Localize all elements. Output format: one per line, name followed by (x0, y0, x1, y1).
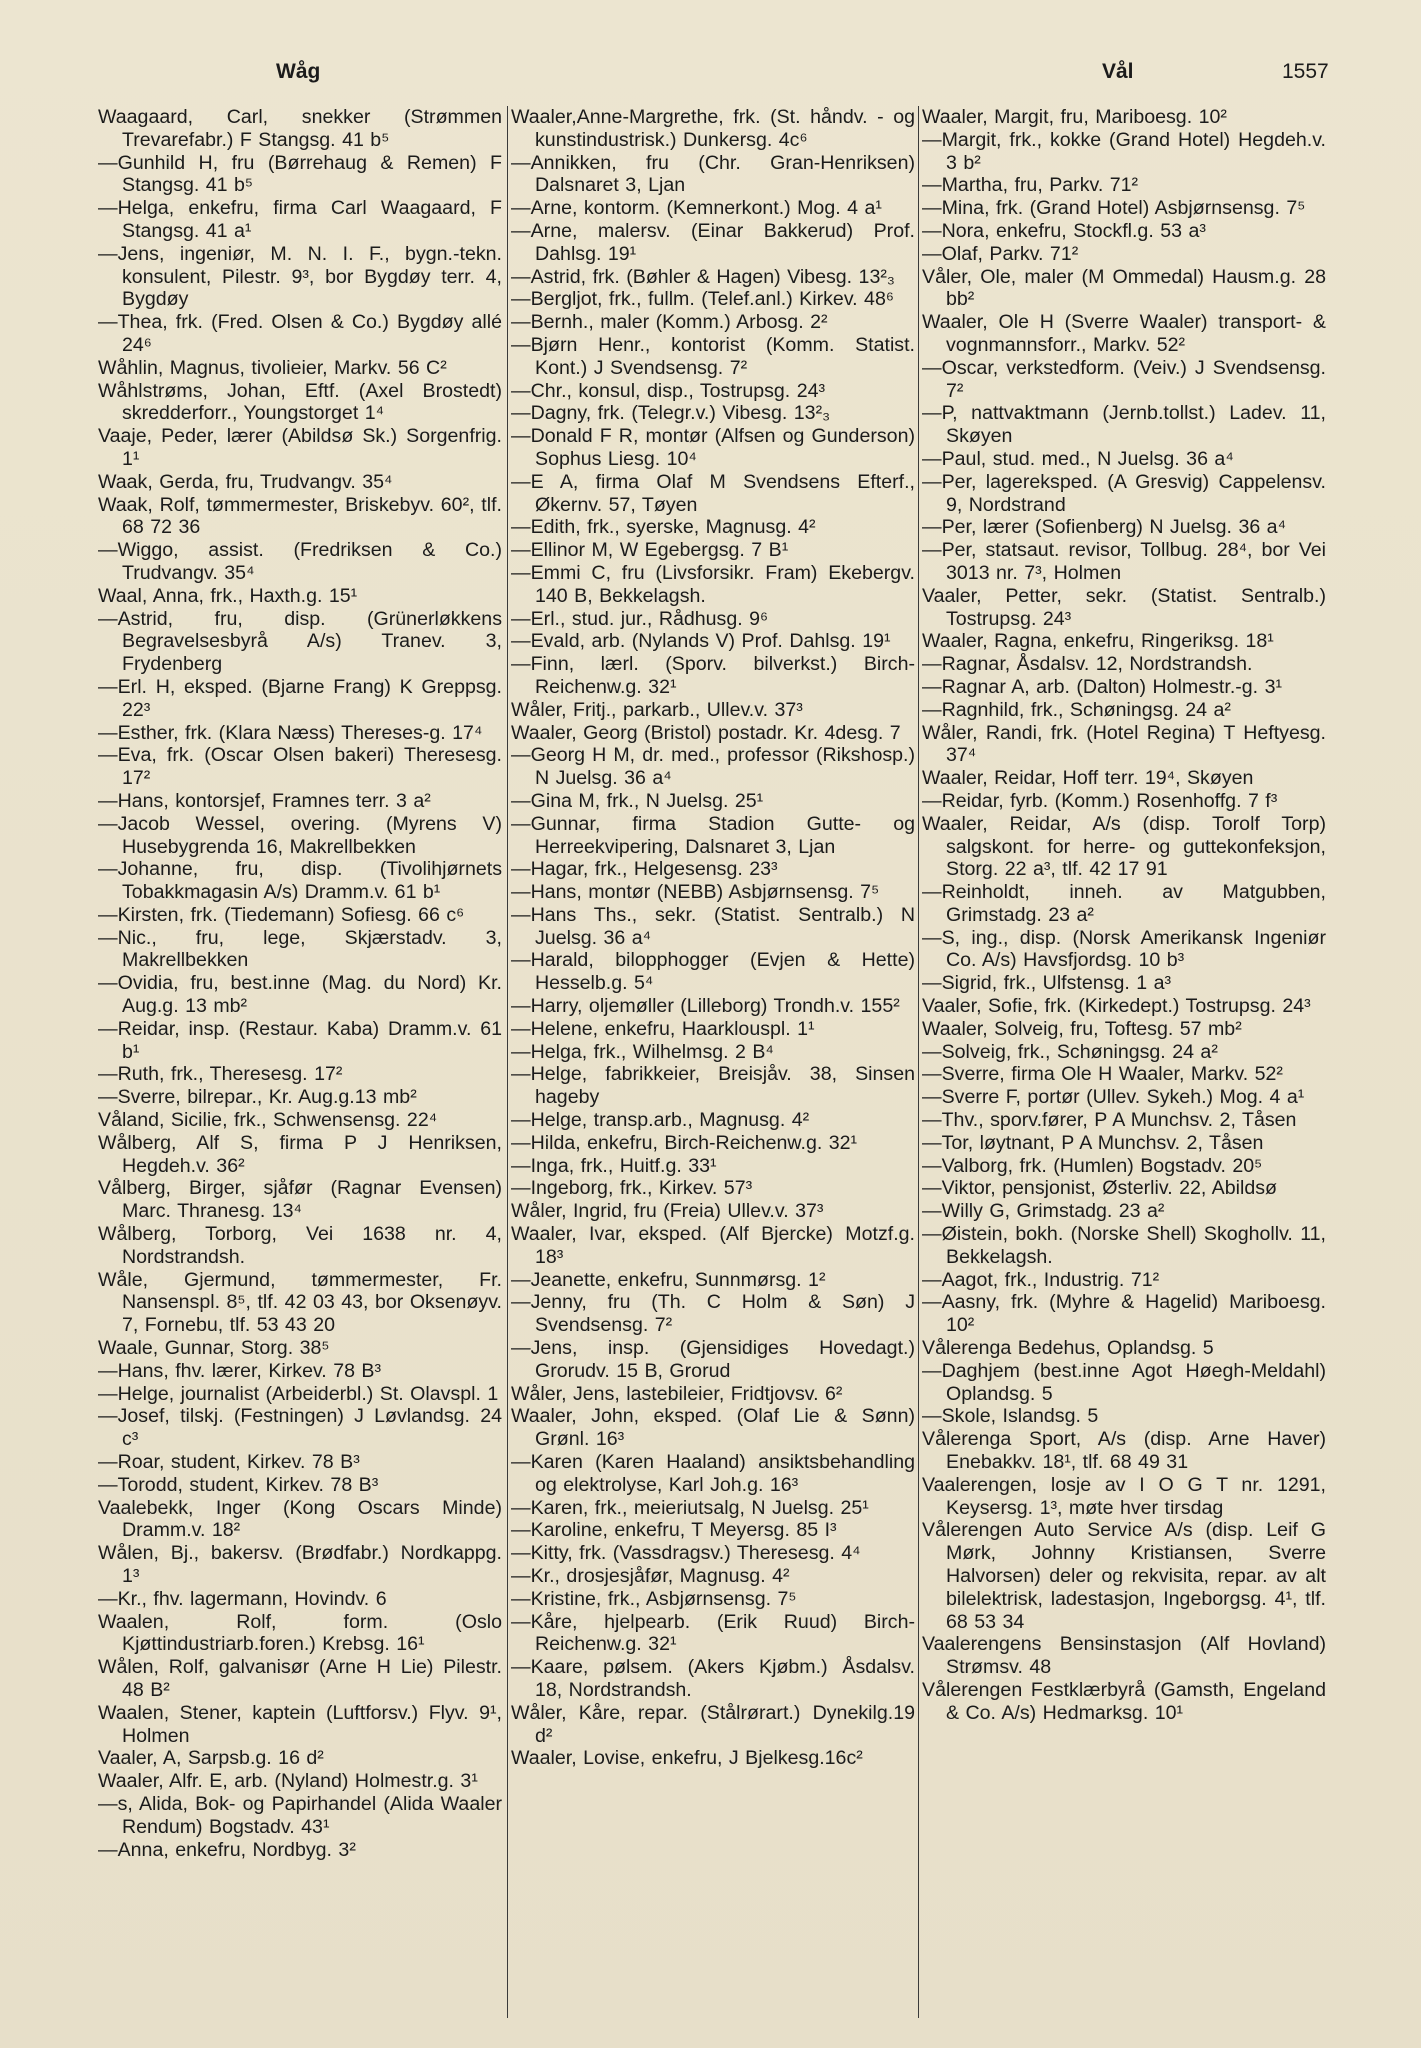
directory-entry: Wåhlstrøms, Johan, Eftf. (Axel Brostedt) skredderforr., Youngstorget 1⁴ (98, 379, 502, 425)
directory-entry: Waalen, Rolf, form. (Oslo Kjøttindustriarb.foren.) Krebsg. 16¹ (98, 1610, 502, 1656)
directory-entry: Waak, Gerda, fru, Trudvangv. 35⁴ (98, 470, 393, 493)
directory-entry: Vaaler, Sofie, frk. (Kirkedept.) Tostrupsg. 24³ (922, 995, 1311, 1018)
directory-entry: —Karen (Karen Haaland) ansiktsbehandling og elektrolyse, Karl Joh.g. 16³ (511, 1451, 915, 1496)
directory-entry: —Jacob Wessel, overing. (Myrens V) Husebygrenda 16, Makrellbekken (98, 812, 502, 858)
directory-entry: —Thea, frk. (Fred. Olsen & Co.) Bygdøy allé 24⁶ (98, 311, 502, 356)
directory-entry: —Annikken, fru (Chr. Gran-Henriksen) Dalsnaret 3, Ljan (511, 151, 915, 197)
directory-entry: —Jeanette, enkefru, Sunnmørsg. 1² (511, 1268, 826, 1291)
directory-entry: Wålberg, Alf S, firma P J Henriksen, Hegdeh.v. 36² (98, 1131, 502, 1177)
directory-entry: Waaler, Ragna, enkefru, Ringeriksg. 18¹ (922, 630, 1274, 653)
directory-entry: —Sverre, firma Ole H Waaler, Markv. 52² (922, 1063, 1283, 1086)
directory-entry: Waaler, Reidar, A/s (disp. Torolf Torp) salgskont. for herre- og guttekonfeksjon, Storg. 22 a³, tlf. 42 17 91 (922, 812, 1326, 881)
directory-entry: Våland, Sicilie, frk., Schwensensg. 22⁴ (98, 1109, 438, 1132)
page-number: 1557 (1282, 60, 1329, 83)
directory-entry: Wålberg, Torborg, Vei 1638 nr. 4, Nordstrandsh. (98, 1223, 502, 1268)
directory-entry: —Solveig, frk., Schøningsg. 24 a² (922, 1040, 1218, 1063)
directory-entry: —Edith, frk., syerske, Magnusg. 4² (511, 516, 816, 539)
directory-entry: —P, nattvaktmann (Jernb.tollst.) Ladev. 11, Skøyen (922, 402, 1326, 448)
directory-entry: —Sverre F, portør (Ullev. Sykeh.) Mog. 4 a¹ (922, 1086, 1305, 1109)
directory-entry: —Emmi C, fru (Livsforsikr. Fram) Ekebergv. 140 B, Bekkelagsh. (511, 561, 915, 607)
directory-entry: —Ragnhild, frk., Schøningsg. 24 a² (922, 698, 1231, 721)
directory-entry: Vaalerengens Bensinstasjon (Alf Hovland) Strømsv. 48 (922, 1633, 1326, 1679)
directory-entry: —Ragnar, Åsdalsv. 12, Nordstrandsh. (922, 653, 1253, 676)
directory-entry: —Evald, arb. (Nylands V) Prof. Dahlsg. 19¹ (511, 630, 891, 653)
directory-entry: —Jens, insp. (Gjensidiges Hovedagt.) Grorudv. 15 B, Grorud (511, 1337, 915, 1382)
directory-entry: —Hans, fhv. lærer, Kirkev. 78 B³ (98, 1359, 382, 1382)
directory-entry: —Nora, enkefru, Stockfl.g. 53 a³ (922, 219, 1206, 242)
directory-entry: Waaler,Anne-Margrethe, frk. (St. håndv. - og kunstindustrisk.) Dunkersg. 4c⁶ (511, 106, 915, 151)
directory-entry: Waaler, Alfr. E, arb. (Nyland) Holmestr.g. 3¹ (98, 1770, 478, 1793)
directory-entry: —Bernh., maler (Komm.) Arbosg. 2² (511, 311, 828, 334)
directory-entry: —Torodd, student, Kirkev. 78 B³ (98, 1473, 379, 1496)
directory-entry: Vaaje, Peder, lærer (Abildsø Sk.) Sorgenfrig. 1¹ (98, 425, 502, 470)
directory-entry: —Karoline, enkefru, T Meyersg. 85 I³ (511, 1519, 837, 1542)
directory-entry: —Hilda, enkefru, Birch-Reichenw.g. 32¹ (511, 1131, 858, 1154)
directory-entry: —Erl. H, eksped. (Bjarne Frang) K Greppsg. 22³ (98, 675, 502, 721)
directory-entry: —Aasny, frk. (Myhre & Hagelid) Mariboesg. 10² (922, 1291, 1326, 1337)
directory-entry: —Sigrid, frk., Ulfstensg. 1 a³ (922, 972, 1171, 995)
directory-entry: —Per, lærer (Sofienberg) N Juelsg. 36 a⁴ (922, 516, 1286, 539)
directory-entry: —Dagny, frk. (Telegr.v.) Vibesg. 13²₃ (511, 402, 831, 425)
directory-entry: —Arne, malersv. (Einar Bakkerud) Prof. Dahlsg. 19¹ (511, 219, 915, 265)
directory-entry: Wålen, Rolf, galvanisør (Arne H Lie) Pilestr. 48 B² (98, 1656, 502, 1701)
directory-entry: —Kristine, frk., Asbjørnsensg. 7⁵ (511, 1587, 797, 1610)
column-3 (922, 106, 1326, 2026)
directory-entry: —Helga, enkefru, firma Carl Waagaard, F Stangsg. 41 a¹ (98, 197, 502, 242)
directory-entry: —Gina M, frk., N Juelsg. 25¹ (511, 789, 764, 812)
directory-entry: —Nic., fru, lege, Skjærstadv. 3, Makrellbekken (98, 926, 502, 972)
directory-entry: —Kaare, pølsem. (Akers Kjøbm.) Åsdalsv. 18, Nordstrandsh. (511, 1656, 915, 1701)
directory-entry: Waaler, Ole H (Sverre Waaler) transport- & vognmannsforr., Markv. 52² (922, 311, 1326, 356)
directory-entry: Vaalebekk, Inger (Kong Oscars Minde) Dramm.v. 18² (98, 1496, 502, 1542)
directory-entry: —Astrid, fru, disp. (Grünerløkkens Begravelsesbyrå A/s) Tranev. 3, Frydenberg (98, 607, 502, 676)
column-divider-1 (507, 106, 508, 2018)
directory-entry: Waaler, Margit, fru, Mariboesg. 10² (922, 106, 1227, 128)
directory-entry: —Harald, bilopphogger (Evjen & Hette) Hesselb.g. 5⁴ (511, 949, 915, 995)
directory-entry: Vålerenga Bedehus, Oplandsg. 5 (922, 1337, 1214, 1360)
directory-entry: —Per, statsaut. revisor, Tollbug. 28⁴, bor Vei 3013 nr. 7³, Holmen (922, 539, 1326, 584)
directory-entry: —Reidar, insp. (Restaur. Kaba) Dramm.v. 61 b¹ (98, 1017, 502, 1063)
directory-entry: —Astrid, frk. (Bøhler & Hagen) Vibesg. 13²₃ (511, 265, 895, 288)
directory-entry: —Kr., fhv. lagermann, Hovindv. 6 (98, 1587, 387, 1610)
directory-entry: —Helge, journalist (Arbeiderbl.) St. Olavspl. 1 (98, 1382, 499, 1405)
directory-entry: —Eva, frk. (Oscar Olsen bakeri) Theresesg. 17² (98, 744, 502, 790)
header-right-guide-word: Vål (1102, 60, 1134, 83)
directory-entry: —Thv., sporv.fører, P A Munchsv. 2, Tåsen (922, 1109, 1297, 1132)
directory-entry: —s, Alida, Bok- og Papirhandel (Alida Waaler Rendum) Bogstadv. 43¹ (98, 1792, 502, 1838)
directory-entry: —Kirsten, frk. (Tiedemann) Sofiesg. 66 c⁶ (98, 903, 465, 926)
directory-entry: —Oscar, verkstedform. (Veiv.) J Svendsensg. 7² (922, 356, 1326, 402)
directory-entry: Wåhlin, Magnus, tivolieier, Markv. 56 C² (98, 356, 447, 379)
directory-entry: —Anna, enkefru, Nordbyg. 3² (98, 1838, 356, 1861)
directory-entry: —Erl., stud. jur., Rådhusg. 9⁶ (511, 607, 769, 630)
directory-entry: —Karen, frk., meieriutsalg, N Juelsg. 25¹ (511, 1496, 869, 1519)
directory-entry: —Gunhild H, fru (Børrehaug & Remen) F Stangsg. 41 b⁵ (98, 151, 502, 197)
directory-entry: —Helga, frk., Wilhelmsg. 2 B⁴ (511, 1040, 774, 1063)
directory-entry: Waak, Rolf, tømmermester, Briskebyv. 60², tlf. 68 72 36 (98, 493, 502, 539)
directory-entry: —Harry, oljemøller (Lilleborg) Trondh.v. 155² (511, 995, 900, 1018)
directory-entry: —Hans, kontorsjef, Framnes terr. 3 a² (98, 789, 431, 812)
directory-entry: Waaler, Reidar, Hoff terr. 19⁴, Skøyen (922, 767, 1254, 790)
directory-entry: —S, ing., disp. (Norsk Amerikansk Ingeniør Co. A/s) Havsfjordsg. 10 b³ (922, 926, 1326, 972)
directory-entry: —Hans, montør (NEBB) Asbjørnsensg. 7⁵ (511, 881, 880, 904)
directory-entry: Wåle, Gjermund, tømmermester, Fr. Nansenspl. 8⁵, tlf. 42 03 43, bor Oksenøyv. 7, Fornebu, tlf. 53 43 20 (98, 1268, 502, 1337)
directory-entry: —Bergljot, frk., fullm. (Telef.anl.) Kirkev. 48⁶ (511, 288, 894, 311)
directory-entry: —Øistein, bokh. (Norske Shell) Skoghollv. 11, Bekkelagsh. (922, 1223, 1326, 1268)
header-left-guide-word: Wåg (276, 60, 321, 83)
directory-entry: —Esther, frk. (Klara Næss) Thereses-g. 17⁴ (98, 721, 483, 744)
directory-entry: —Ovidia, fru, best.inne (Mag. du Nord) Kr. Aug.g. 13 mb² (98, 972, 502, 1018)
directory-entry: —Arne, kontorm. (Kemnerkont.) Mog. 4 a¹ (511, 197, 882, 220)
directory-entry: Waaler, Georg (Bristol) postadr. Kr. 4desg. 7 (511, 721, 901, 744)
directory-entry: —Willy G, Grimstadg. 23 a² (922, 1200, 1165, 1223)
directory-entry: Waaler, Ivar, eksped. (Alf Bjercke) Motzf.g. 18³ (511, 1223, 915, 1268)
directory-entry: —Chr., konsul, disp., Tostrupsg. 24³ (511, 379, 826, 402)
directory-entry: —Jens, ingeniør, M. N. I. F., bygn.-tekn. konsulent, Pilestr. 9³, bor Bygdøy terr. 4, Bygdøy (98, 242, 502, 311)
directory-entry: —Hagar, frk., Helgesensg. 23³ (511, 858, 778, 881)
directory-entry: —Inga, frk., Huitf.g. 33¹ (511, 1154, 717, 1177)
directory-entry: —Josef, tilskj. (Festningen) J Løvlandsg. 24 c³ (98, 1405, 502, 1451)
page-header (0, 60, 1421, 90)
directory-entry: —Ruth, frk., Theresesg. 17² (98, 1063, 343, 1086)
column-2 (511, 106, 915, 2026)
directory-entry: —Wiggo, assist. (Fredriksen & Co.) Trudvangv. 35⁴ (98, 539, 502, 584)
directory-entry: —Bjørn Henr., kontorist (Komm. Statist. Kont.) J Svendsensg. 7² (511, 333, 915, 379)
directory-entry: —Per, lagereksped. (A Gresvig) Cappelensv. 9, Nordstrand (922, 470, 1326, 516)
directory-entry: —Jenny, fru (Th. C Holm & Søn) J Svendsensg. 7² (511, 1291, 915, 1337)
directory-entry: Vålerengen Auto Service A/s (disp. Leif G Mørk, Johnny Kristiansen, Sverre Halvorsen) deler og rekvisita, repar. av alt bilelektrisk, ladestasjon, Ingeborgsg. 4¹, tlf. 68 53 34 (922, 1519, 1326, 1633)
directory-entry: —Hans Ths., sekr. (Statist. Sentralb.) N Juelsg. 36 a⁴ (511, 903, 915, 949)
directory-entry: Wåler, Fritj., parkarb., Ullev.v. 37³ (511, 698, 803, 721)
directory-entry: —Helge, fabrikkeier, Breisjåv. 38, Sinsen hageby (511, 1063, 915, 1109)
directory-entry: Waal, Anna, frk., Haxth.g. 15¹ (98, 584, 358, 607)
directory-entry: —Margit, frk., kokke (Grand Hotel) Hegdeh.v. 3 b² (922, 128, 1326, 174)
directory-entry: —Olaf, Parkv. 71² (922, 242, 1079, 265)
directory-entry: —Sverre, bilrepar., Kr. Aug.g.13 mb² (98, 1086, 417, 1109)
directory-entry: Waaler, John, eksped. (Olaf Lie & Sønn) Grønl. 16³ (511, 1405, 915, 1451)
directory-entry: —Aagot, frk., Industrig. 71² (922, 1268, 1160, 1291)
directory-entry: Waaler, Solveig, fru, Toftesg. 57 mb² (922, 1017, 1242, 1040)
directory-entry: —Ragnar A, arb. (Dalton) Holmestr.-g. 3¹ (922, 675, 1282, 698)
directory-entry: —Valborg, frk. (Humlen) Bogstadv. 20⁵ (922, 1154, 1263, 1177)
directory-entry: —Tor, løytnant, P A Munchsv. 2, Tåsen (922, 1131, 1264, 1154)
directory-entry: Wålen, Bj., bakersv. (Brødfabr.) Nordkappg. 1³ (98, 1542, 502, 1587)
directory-entry: Vaaler, Petter, sekr. (Statist. Sentralb.) Tostrupsg. 24³ (922, 584, 1326, 630)
directory-entry: Wåler, Ingrid, fru (Freia) Ullev.v. 37³ (511, 1200, 824, 1223)
directory-entry: —Gunnar, firma Stadion Gutte- og Herreekvipering, Dalsnaret 3, Ljan (511, 812, 915, 858)
directory-entry: Waagaard, Carl, snekker (Strømmen Trevarefabr.) F Stangsg. 41 b⁵ (98, 106, 502, 151)
column-divider-2 (918, 106, 919, 2018)
directory-entry: —Viktor, pensjonist, Østerliv. 22, Abildsø (922, 1177, 1278, 1200)
directory-entry: Våler, Ole, maler (M Ommedal) Hausm.g. 28 bb² (922, 265, 1326, 311)
directory-entry: —Reinholdt, inneh. av Matgubben, Grimstadg. 23 a² (922, 881, 1326, 926)
directory-entry: Vålerengen Festklærbyrå (Gamsth, Engeland & Co. A/s) Hedmarksg. 10¹ (922, 1678, 1326, 1724)
directory-entry: —Helge, transp.arb., Magnusg. 4² (511, 1109, 810, 1132)
directory-entry: Waalen, Stener, kaptein (Luftforsv.) Flyv. 9¹, Holmen (98, 1701, 502, 1747)
directory-entry: —Kåre, hjelpearb. (Erik Ruud) Birch-Reichenw.g. 32¹ (511, 1610, 915, 1656)
directory-entry: —Donald F R, montør (Alfsen og Gunderson) Sophus Liesg. 10⁴ (511, 425, 915, 470)
directory-entry: —Georg H M, dr. med., professor (Rikshosp.) N Juelsg. 36 a⁴ (511, 744, 915, 790)
directory-entry: —Martha, fru, Parkv. 71² (922, 174, 1139, 197)
directory-entry: Vaaler, A, Sarpsb.g. 16 d² (98, 1747, 324, 1770)
directory-entry: Wåler, Kåre, repar. (Stålrørart.) Dynekilg.19 d² (511, 1701, 915, 1747)
directory-entry: Wåler, Jens, lastebileier, Fridtjovsv. 6² (511, 1382, 843, 1405)
directory-entry: —Paul, stud. med., N Juelsg. 36 a⁴ (922, 447, 1234, 470)
directory-entry: —E A, firma Olaf M Svendsens Efterf., Økernv. 57, Tøyen (511, 470, 915, 516)
directory-entry: Vaalerengen, losje av I O G T nr. 1291, Keysersg. 1³, møte hver tirsdag (922, 1473, 1326, 1519)
directory-entry: —Ingeborg, frk., Kirkev. 57³ (511, 1177, 753, 1200)
directory-entry: Waale, Gunnar, Storg. 38⁵ (98, 1337, 330, 1360)
directory-entry: —Daghjem (best.inne Agot Høegh-Meldahl) Oplandsg. 5 (922, 1359, 1326, 1405)
directory-entry: —Helene, enkefru, Haarklouspl. 1¹ (511, 1017, 815, 1040)
directory-entry: —Kr., drosjesjåfør, Magnusg. 4² (511, 1565, 790, 1587)
directory-entry: Vålerenga Sport, A/s (disp. Arne Haver) Enebakkv. 18¹, tlf. 68 49 31 (922, 1428, 1326, 1474)
directory-entry: Vålberg, Birger, sjåfør (Ragnar Evensen) Marc. Thranesg. 13⁴ (98, 1177, 502, 1223)
directory-entry: —Roar, student, Kirkev. 78 B³ (98, 1451, 360, 1474)
directory-entry: —Johanne, fru, disp. (Tivolihjørnets Tobakkmagasin A/s) Dramm.v. 61 b¹ (98, 858, 502, 904)
directory-entry: —Reidar, fyrb. (Komm.) Rosenhoffg. 7 f³ (922, 789, 1278, 812)
directory-entry: —Kitty, frk. (Vassdragsv.) Theresesg. 4⁴ (511, 1542, 861, 1565)
directory-entry: —Skole, Islandsg. 5 (922, 1405, 1099, 1428)
directory-entry: Wåler, Randi, frk. (Hotel Regina) T Heftyesg. 37⁴ (922, 721, 1326, 767)
directory-entry: —Finn, lærl. (Sporv. bilverkst.) Birch-Reichenw.g. 32¹ (511, 653, 915, 698)
directory-entry: —Mina, frk. (Grand Hotel) Asbjørnsensg. 7⁵ (922, 197, 1306, 220)
directory-entry: —Ellinor M, W Egebergsg. 7 B¹ (511, 539, 789, 562)
directory-entry: Waaler, Lovise, enkefru, J Bjelkesg.16c² (511, 1747, 863, 1770)
column-1 (98, 106, 502, 2026)
